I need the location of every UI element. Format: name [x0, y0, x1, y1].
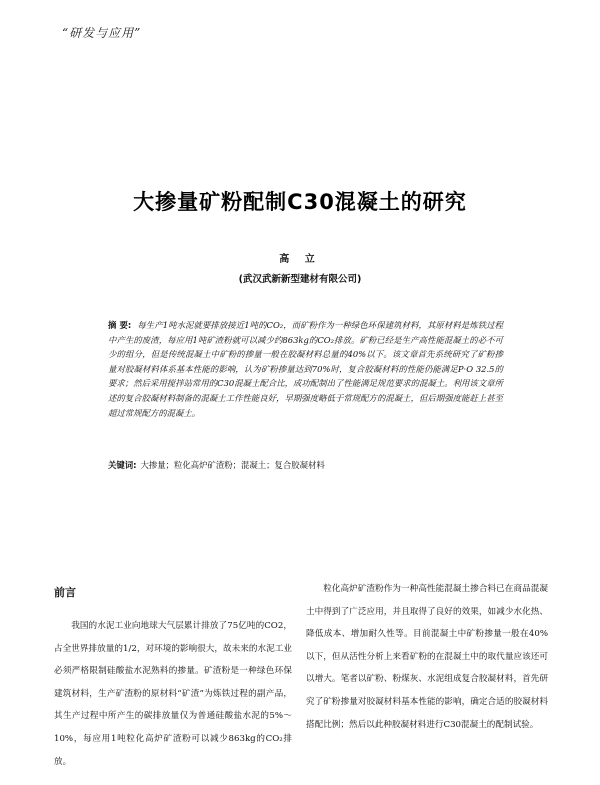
keywords-text: 大掺量；粒化高炉矿渣粉；混凝土；复合胶凝材料: [140, 460, 325, 470]
body-right-column: [306, 578, 548, 736]
abstract-block: [108, 318, 503, 420]
body-paragraph: 我国的水泥工业向地球大气层累计排放了75亿吨的CO2，占全世界排放量的1/2，对环境的影响很大，故未来的水泥工业必须严格限制硅酸盐水泥熟料的掺量。矿渣粉是一种绿色环保建筑材料，生产矿渣粉的原材料“矿渣”为炼铁过程的副产品，其生产过程中所产生的碳排放量仅为普通硅酸盐水泥的5%～10%，每应用1吨粒化高炉矿渣粉可以减少863kg的CO₂排放。: [54, 621, 292, 767]
body-left-column: [54, 578, 292, 773]
abstract-label: 摘 要:: [108, 320, 132, 330]
author-name: 高 立: [279, 254, 321, 265]
body-paragraph: 粒化高炉矿渣粉作为一种高性能混凝土掺合料已在商品混凝土中得到了广泛应用，并且取得了良好的效果，如减少水化热、降低成本、增加耐久性等。目前混凝土中矿粉掺量一般在40%以下，但从活性分析上来看矿粉的在混凝土中的取代量应该还可以增大。笔者以矿粉、粉煤灰、水泥组成复合胶凝材料，首先研究了矿粉掺量对胶凝材料基本性能的影响，确定合适的胶凝材料搭配比例；然后以此种胶凝材料进行C30混凝土的配制试验。: [306, 584, 548, 730]
section-heading-foreword: 前言: [54, 586, 76, 599]
author-affiliation: (武汉武新新型建材有限公司): [238, 274, 362, 285]
keywords-label: 关键词:: [108, 460, 137, 470]
keywords-block: [108, 458, 503, 472]
column-label: “研发与应用”: [62, 26, 142, 40]
abstract-text: 每生产1吨水泥就要排放接近1吨的CO₂，而矿粉作为一种绿色环保建筑材料，其原材料是炼铁过程中产生的废渣，每应用1吨矿渣粉就可以减少约863kg的CO₂排放。矿粉已经是生产高性能混凝土的必不可少的组分，但是传统混凝土中矿粉的掺量一般在胶凝材料总量的40%以下。该文章首先系统研究了矿粉掺量对胶凝材料体系基本性能的影响，认为矿粉掺量达到70%时，复合胶凝材料的性能仍能满足P·O 32.5的要求；然后采用搅拌站常用的C30混凝土配合比，成功配制出了性能满足规范要求的混凝土。利用该文章所述的复合胶凝材料制备的混凝土工作性能良好，早期强度略低于常规配方的混凝土，但后期强度能赶上甚至超过常规配方的混凝土。: [108, 320, 503, 418]
article-title: 大掺量矿粉配制C30混凝土的研究: [133, 190, 467, 214]
